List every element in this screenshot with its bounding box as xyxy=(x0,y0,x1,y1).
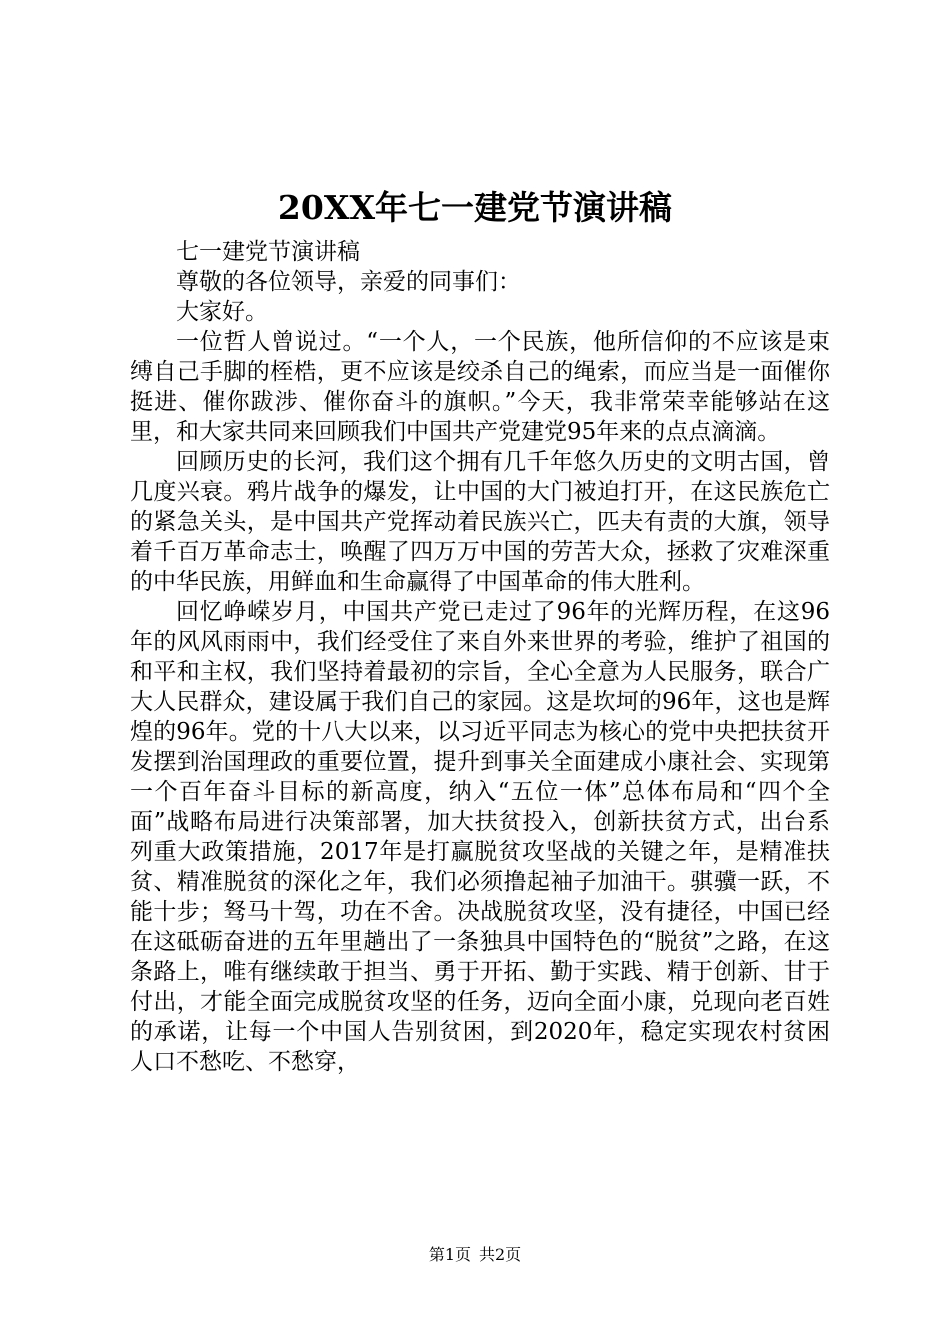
paragraph-salutation: 尊敬的各位领导，亲爱的同事们： xyxy=(176,269,521,295)
page-footer xyxy=(0,1243,950,1267)
paragraph-heading: 七一建党节演讲稿 xyxy=(176,239,360,265)
document-body xyxy=(130,237,830,1077)
paragraph-body: 回忆峥嵘岁月，中国共产党已走过了96年的光辉历程，在这96年的风风雨雨中，我们经受住了来自外来世界的考验，维护了祖国的和平和主权，我们坚持着最初的宗旨，全心全意为人民服务，联合广大人民群众，建设属于我们自己的家园。这是坎坷的96年，这也是辉煌的96年。党的十八大以来，以习近平同志为核心的党中央把扶贫开发摆到治国理政的重要位置，提升到事关全面建成小康社会、实现第一个百年奋斗目标的新高度，纳入“五位一体”总体布局和“四个全面”战略布局进行决策部署，加大扶贫投入，创新扶贫方式，出台系列重大政策措施，2017年是打赢脱贫攻坚战的关键之年，是精准扶贫、精准脱贫的深化之年，我们必须撸起袖子加油干。骐骥一跃，不能十步；驽马十驾，功在不舍。决战脱贫攻坚，没有捷径，中国已经在这砥砺奋进的五年里趟出了一条独具中国特色的“脱贫”之路，在这条路上，唯有继续敢于担当、勇于开拓、勤于实践、精于创新、甘于付出，才能全面完成脱贫攻坚的任务，迈向全面小康，兑现向老百姓的承诺，让每一个中国人告别贫困，到2020年，稳定实现农村贫困人口不愁吃、不愁穿， xyxy=(130,599,830,1075)
page-number: 第1页 xyxy=(428,1245,471,1264)
paragraph-body: 回顾历史的长河，我们这个拥有几千年悠久历史的文明古国，曾几度兴衰。鸦片战争的爆发，让中国的大门被迫打开，在这民族危亡的紧急关头，是中国共产党挥动着民族兴亡，匹夫有责的大旗，领导着千百万革命志士，唤醒了四万万中国的劳苦大众，拯救了灾难深重的中华民族，用鲜血和生命赢得了中国革命的伟大胜利。 xyxy=(130,449,830,595)
page-total: 共2页 xyxy=(479,1245,522,1264)
document-title: 20XX年七一建党节演讲稿 xyxy=(277,188,673,227)
paragraph-greeting: 大家好。 xyxy=(176,299,268,325)
paragraph-body: 一位哲人曾说过。“一个人，一个民族，他所信仰的不应该是束缚自己手脚的桎梏，更不应该是绞杀自己的绳索，而应当是一面催你挺进、催你跋涉、催你奋斗的旗帜。”今天，我非常荣幸能够站在这里，和大家共同来回顾我们中国共产党建党95年来的点点滴滴。 xyxy=(130,329,830,445)
